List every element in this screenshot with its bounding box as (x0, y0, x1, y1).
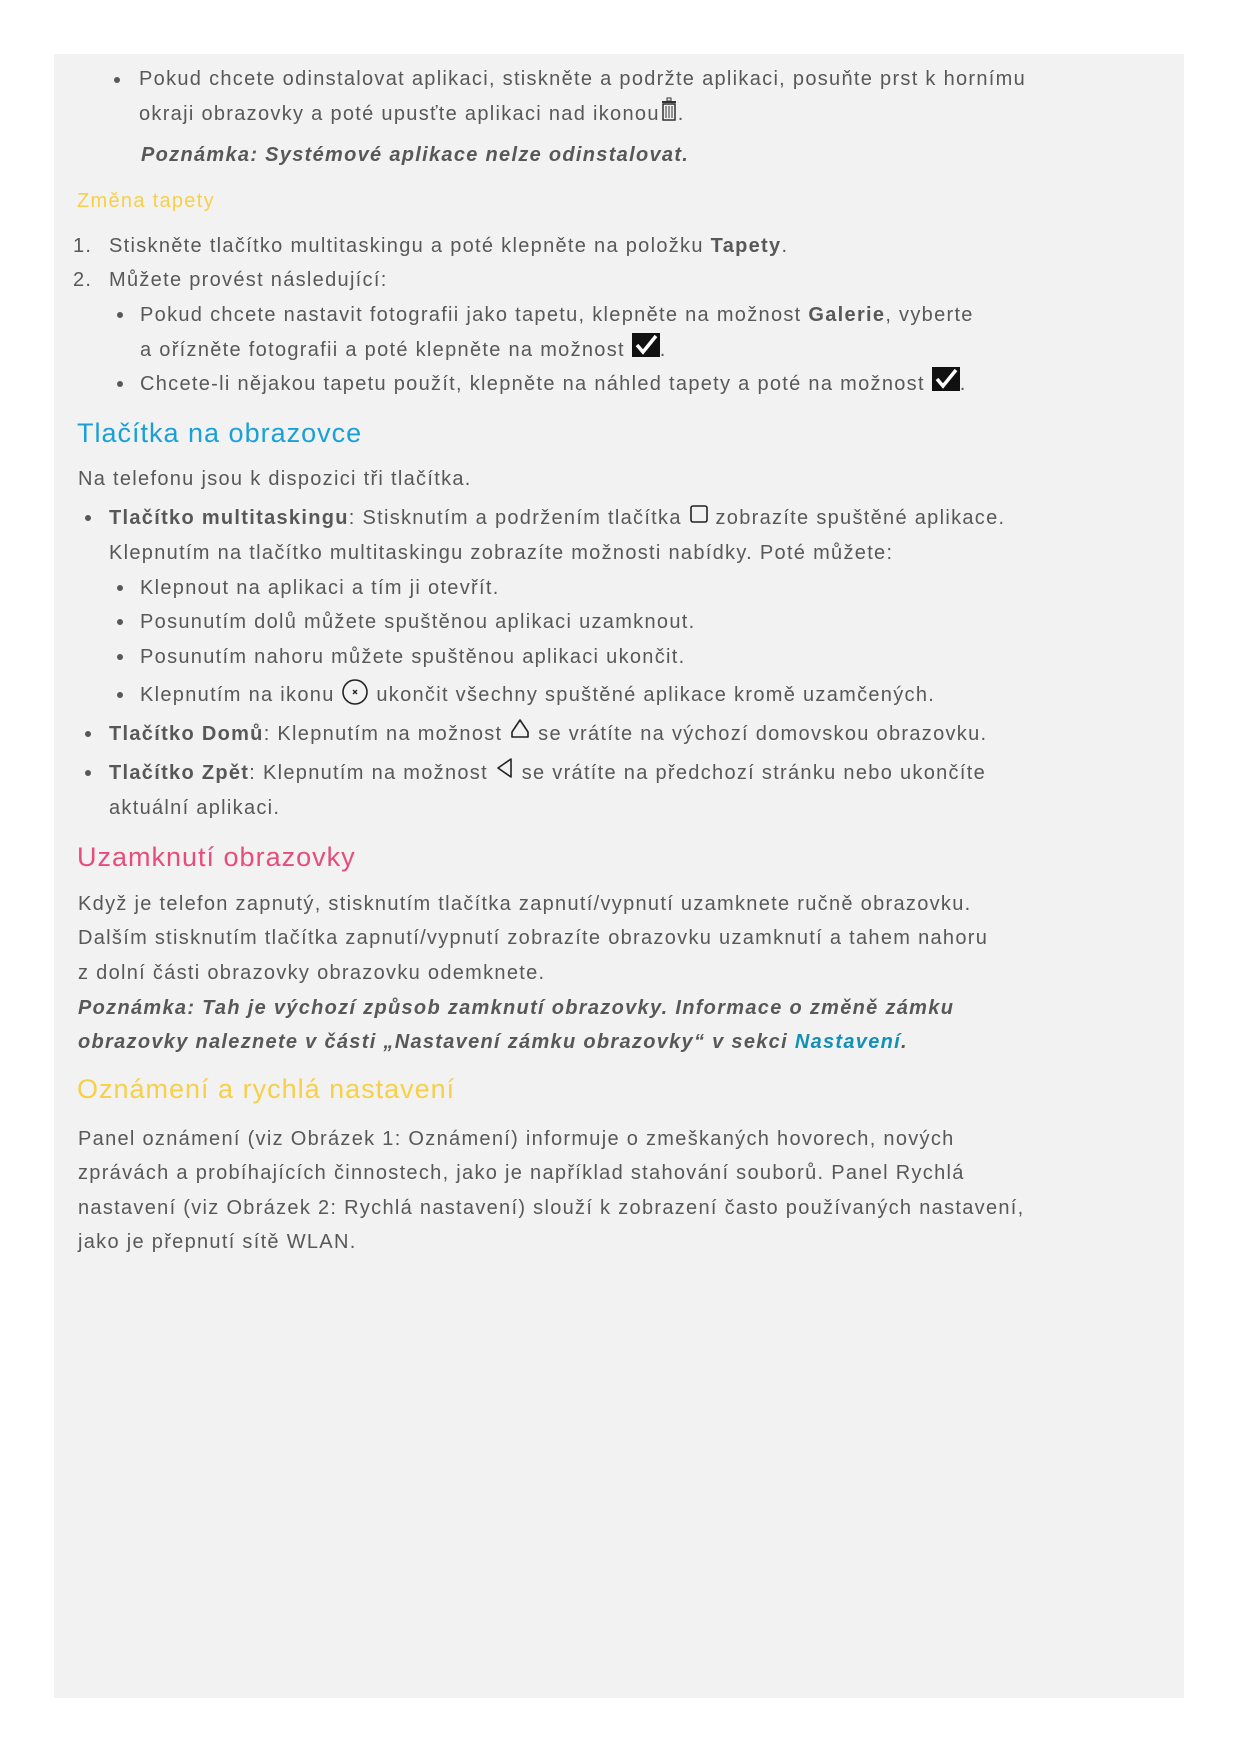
bold-term: Tlačítko Zpět (109, 762, 250, 784)
bold-term: Tlačítko multitaskingu (109, 507, 349, 529)
text-line: Chcete-li nějakou tapetu použít, klepněte na náhled tapety a poté na možnost . (140, 367, 967, 402)
bold-term: Tapety (710, 235, 782, 257)
note: Poznámka: Systémové aplikace nelze odinstalovat. (141, 144, 690, 166)
step-number: 2. (73, 269, 93, 291)
text-line: Posunutím nahoru můžete spuštěnou aplikaci ukončit. (140, 646, 686, 668)
back-triangle-icon (495, 756, 515, 790)
trash-icon (660, 97, 678, 132)
text-line (109, 717, 987, 751)
text: zobrazíte spuštěné aplikace. (715, 507, 1006, 529)
text-line: a ořízněte fotografii a poté klepněte na možnost . (140, 333, 667, 368)
bullet (117, 585, 123, 591)
text-line: okraji obrazovky a poté upusťte aplikaci nad ikonou . (139, 97, 685, 132)
text-line (109, 501, 1005, 535)
bullet (117, 619, 123, 625)
text: : Stisknutím a podržením tlačítka (348, 507, 682, 529)
text-line: Posunutím dolů můžete spuštěnou aplikaci uzamknout. (140, 611, 696, 633)
section-heading: Tlačítka na obrazovce (77, 418, 363, 448)
text-line: Pokud chcete odinstalovat aplikaci, stiskněte a podržte aplikaci, posuňte prst k hornímu (139, 68, 1027, 90)
text-line (140, 298, 974, 332)
text-line: Panel oznámení (viz Obrázek 1: Oznámení) informuje o zmeškaných hovorech, nových (78, 1128, 955, 1150)
checkmark-icon (632, 333, 660, 368)
text-line: Dalším stisknutím tlačítka zapnutí/vypnutí zobrazíte obrazovku uzamknutí a tahem nahoru (78, 927, 989, 949)
section-heading: Oznámení a rychlá nastavení (77, 1074, 456, 1104)
bold-term: Tlačítko Domů (109, 723, 264, 745)
text: Klepnutím na ikonu (140, 684, 335, 706)
bullet (117, 312, 123, 318)
text: Chcete-li nějakou tapetu použít, klepněte na náhled tapety a poté na možnost (140, 373, 925, 395)
bullet (85, 770, 91, 776)
checkmark-icon (932, 367, 960, 402)
bullet (114, 77, 120, 83)
text: : Klepnutím na možnost (263, 723, 503, 745)
bold-term: Galerie (808, 304, 886, 326)
text: se vrátíte na předchozí stránku nebo ukončíte (521, 762, 986, 784)
text-line: Když je telefon zapnutý, stisknutím tlačítka zapnutí/vypnutí uzamknete ručně obrazovku. (78, 893, 972, 915)
text: obrazovky naleznete v části „Nastavení zámku obrazovky“ v sekci (78, 1031, 795, 1053)
multitask-square-icon (689, 501, 709, 535)
text: . (901, 1031, 908, 1053)
text: Stiskněte tlačítko multitaskingu a poté klepněte na položku (109, 235, 711, 257)
bullet (85, 731, 91, 737)
close-all-circle-icon (341, 678, 369, 717)
text-line: jako je přepnutí sítě WLAN. (78, 1231, 357, 1253)
text-line: Na telefonu jsou k dispozici tři tlačítka. (78, 468, 472, 490)
step-number: 1. (73, 235, 93, 257)
settings-link[interactable]: Nastavení (794, 1031, 902, 1053)
step-text: Stiskněte tlačítko multitaskingu a poté klepněte na položku Tapety. (109, 235, 789, 257)
text-line: z dolní části obrazovky obrazovku odemknete. (78, 962, 546, 984)
step-text: Můžete provést následující: (109, 269, 388, 291)
text-line (140, 678, 935, 717)
text: , vyberte (885, 304, 974, 326)
section-subheading: Změna tapety (77, 190, 215, 212)
bullet (117, 654, 123, 660)
text: ukončit všechny spuštěné aplikace kromě uzamčených. (376, 684, 936, 706)
home-icon (509, 717, 531, 751)
text-line: zprávách a probíhajících činnostech, jako je například stahování souborů. Panel Rychlá (78, 1162, 965, 1184)
text-line: Klepnutím na tlačítko multitaskingu zobrazíte možnosti nabídky. Poté můžete: (109, 542, 894, 564)
text-line (109, 756, 986, 790)
text: : Klepnutím na možnost (249, 762, 488, 784)
bullet (85, 515, 91, 521)
bullet (117, 692, 123, 698)
text: okraji obrazovky a poté upusťte aplikaci nad ikonou (139, 103, 660, 125)
text: a ořízněte fotografii a poté klepněte na možnost (140, 339, 625, 361)
text: Pokud chcete nastavit fotografii jako tapetu, klepněte na možnost (140, 304, 809, 326)
text-line: aktuální aplikaci. (109, 797, 281, 819)
text: se vrátíte na výchozí domovskou obrazovku. (538, 723, 988, 745)
bullet (117, 381, 123, 387)
text-line: Klepnout na aplikaci a tím ji otevřít. (140, 577, 500, 599)
note (78, 1025, 908, 1059)
section-heading: Uzamknutí obrazovky (77, 842, 356, 872)
text-line: nastavení (viz Obrázek 2: Rychlá nastavení) slouží k zobrazení často používaných nastavení, (78, 1197, 1025, 1219)
note: Poznámka: Tah je výchozí způsob zamknutí obrazovky. Informace o změně zámku (78, 997, 955, 1019)
